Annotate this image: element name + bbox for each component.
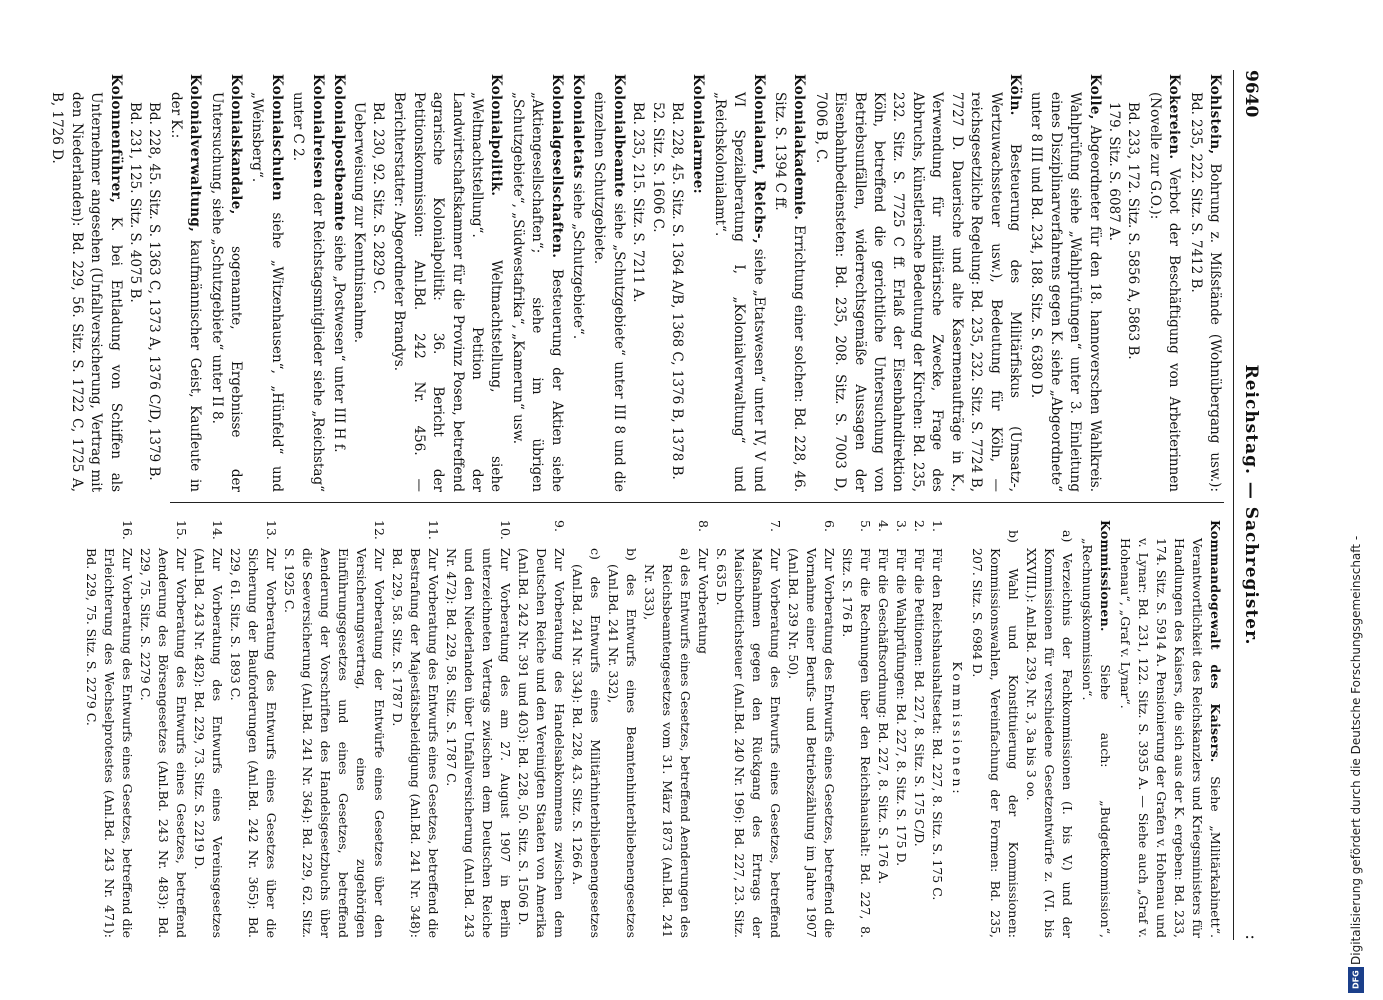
section-heading: Kommissionen: bbox=[950, 661, 965, 797]
item-text: Für die Geschäftsordnung: Bd. 227, 8. Sitz. S. 176 A. bbox=[876, 548, 891, 885]
entry-text: siehe „Postwesen“ unter III H f. bbox=[331, 235, 348, 453]
entry-text: sogenannte, Ergebnisse der Untersuchung, siehe „Schutzgebiete“ unter II 8. bbox=[208, 92, 245, 492]
commission-item bbox=[838, 520, 874, 938]
subitem-mark: c) bbox=[588, 548, 603, 560]
commission-item bbox=[910, 520, 928, 938]
index-entry bbox=[688, 74, 707, 492]
commission-subitem bbox=[640, 520, 694, 938]
item-text: Zur Vorberatung des Handelsabkommens zwischen dem Deutschen Reiche und den Vereinigten Staaten von Amerika (Anl.Bd. 242 Nr. 391 und 403): Bd. 228, 50. Sitz. S. 1506 D. bbox=[516, 548, 567, 938]
entry-text: siehe „Schutzgebiete“ unter III 8 und die einzelnen Schutzgebiete. bbox=[591, 92, 627, 492]
item-text: Zur Vorberatung bbox=[696, 548, 711, 655]
entry-text: Verbot der Beschäftigung von Arbeiterinnen (Novelle zur G.O.): bbox=[1146, 92, 1183, 493]
item-text: Zur Vorberatung des Entwurfs eines Gesetzes, betreffend die Bestrafung der Majestätsbeleidigung (Anl.Bd. 241 Nr. 348): Bd. 229, 58. Sitz. S. 1787 D. bbox=[390, 548, 441, 938]
item-number: 15. bbox=[174, 520, 189, 540]
entry-reference: Bd. 230, 92. Sitz. S. 2829 C. bbox=[369, 102, 386, 295]
item-number: 3. bbox=[894, 520, 909, 532]
commission-subsection bbox=[1022, 520, 1076, 938]
subsection-text: Verzeichnis der Fachkommissionen (I. bis V.) und der Kommissionen für verschiedene Gesetzentwürfe z. (VI. bis XXVIII.): Anl.Bd. 239, Nr. 3, 3a bis 3 oo. bbox=[1024, 548, 1075, 938]
right-column bbox=[82, 520, 1224, 938]
column-divider bbox=[170, 502, 1224, 503]
subitem-text: des Entwurfs eines Beamtenhinterbliebenengesetzes (Anl.Bd. 241 Nr. 332), bbox=[606, 564, 639, 938]
item-text: Zur Vorberatung des Entwurfs eines Gesetzes, betreffend die Erleichterung des Wechselprotestes (Anl.Bd. 243 Nr. 471): Bd. 229, 75. Sitz. S. 2279 C. bbox=[84, 548, 135, 938]
commission-item bbox=[892, 520, 910, 938]
index-entry bbox=[568, 74, 587, 492]
subsection-text: Wahl und Konstituierung der Kommissionen: Kommissionswahlen, Vereinfachung der Formen: Bd. 235, 207. Sitz. S. 6984 D. bbox=[970, 548, 1021, 938]
entry-keyword: Kolonnenführer, bbox=[107, 74, 124, 204]
index-entry bbox=[1144, 74, 1183, 492]
entry-text: Siehe „Militärkabinett“. Verantwortlichkeit des Reichskanzlers und Kriegsministers für Handlungen des Kaisers, die sich aus der K. ergeben: Bd. 233, 174. Sitz. S. 5914 A. Pensionierung der Grafen v. Hohenau und v. Lynar: Bd. 231, 122. Sitz. S. 3935 A. — Siehe auch „Graf v. Hohenau“, „Graf v. Lynar“. bbox=[1118, 538, 1223, 938]
entry-reference: Bd. 228, 45. Sitz. S. 1363 C, 1373 A, 1376 C/D, 1379 B. bbox=[146, 102, 163, 481]
index-entry bbox=[770, 74, 809, 492]
item-text: Zur Vorberatung des Entwurfs eines Gesetzes, betreffend die Vornahme einer Berufs- und Betriebszählung im Jahre 1907 (Anl.Bd. 239 Nr. 50). bbox=[786, 548, 837, 938]
index-entry bbox=[507, 74, 565, 492]
commission-subsection bbox=[968, 520, 1022, 938]
subsection-mark: b) bbox=[1006, 530, 1021, 543]
entry-reference: Bd. 228, 45. Sitz. S. 1364 A/B, 1368 C, 1376 B, 1378 B. bbox=[669, 102, 686, 480]
page-number: 9640 bbox=[1241, 70, 1261, 118]
index-entry bbox=[288, 74, 327, 492]
commission-subitem bbox=[604, 520, 640, 938]
item-text: Für die Rechnungen über den Reichshaushalt: Bd. 227, 8. Sitz. S. 176 B. bbox=[840, 548, 873, 938]
item-text: Zur Vorberatung des Entwurfs eines Vereinsgesetzes (Anl.Bd. 243 Nr. 482): Bd. 229, 73. Sitz. S. 2219 D. bbox=[192, 548, 225, 938]
index-entry bbox=[1026, 74, 1104, 492]
dfg-logo: DFG bbox=[1348, 967, 1364, 993]
entry-keyword: Kolonialarmee: bbox=[690, 74, 707, 194]
commission-item bbox=[190, 520, 226, 938]
entry-text: Weltmachtstellung, siehe „Weltmachtstellung“. Petition der Landwirtschaftskammer für die Provinz Posen, betreffend agrarische Kolonialpolitik: 36. Bericht der Petitionskommission: Anl.Bd. 242 Nr. 456. — Berichterstatter: Abgeordneter Brandys. bbox=[391, 92, 505, 492]
commission-item bbox=[280, 520, 388, 938]
entry-keyword: Kommandogewalt des Kaisers. bbox=[1208, 520, 1223, 763]
entry-text: Bohrung z. Mißstände (Wohnübergang usw.): Bd. 235, 222. Sitz. S. 7412 B. bbox=[1187, 92, 1223, 493]
entry-keyword: Kolonialbeamte bbox=[610, 74, 627, 198]
commission-item bbox=[784, 520, 838, 938]
entry-reference: Bd. 233, 172. Sitz. S. 5856 A, 5863 B. bbox=[1125, 102, 1142, 360]
entry-reference: Bd. 231, 125. Sitz. S. 4075 B. bbox=[127, 102, 144, 303]
item-number: 10. bbox=[498, 520, 513, 540]
entry-reference: Bd. 235, 215. Sitz. S. 7211 A. bbox=[630, 102, 647, 303]
index-entry bbox=[389, 74, 505, 492]
subitem-mark: a) bbox=[678, 548, 693, 561]
commission-item bbox=[694, 520, 712, 938]
item-number: 2. bbox=[912, 520, 927, 532]
item-number: 1. bbox=[930, 520, 945, 532]
index-entry bbox=[1116, 520, 1224, 938]
entry-text: siehe „Etatswesen“ unter IV, V und VI Spezialberatung I, „Kolonialverwaltung“ und „Reichskolonialamt“. bbox=[711, 92, 767, 492]
item-number: 12. bbox=[372, 520, 387, 540]
entry-text: der Reichstagsmitglieder siehe „Reichstag“ unter C 2. bbox=[290, 92, 326, 492]
entry-keyword: Köln. bbox=[1006, 74, 1023, 116]
entry-keyword: Kolonialskandale, bbox=[228, 74, 245, 215]
item-number: 6. bbox=[822, 520, 837, 532]
item-number: 7. bbox=[768, 520, 783, 532]
header-rule bbox=[1233, 70, 1234, 940]
entry-keyword: Kokereien. bbox=[1166, 74, 1183, 160]
entry-keyword: Kolonialreisen bbox=[309, 74, 326, 189]
item-number: 4. bbox=[876, 520, 891, 532]
subitem-text: des Entwurfs eines Militärhinterbliebenengesetzes (Anl.Bd. 241 Nr. 334): Bd. 228, 43. Sitz. S. 1266 A. bbox=[570, 564, 603, 938]
commission-item bbox=[388, 520, 442, 938]
item-number: 16. bbox=[120, 520, 135, 540]
subitem-text: des Entwurfs eines Gesetzes, betreffend Aenderungen des Reichsbeamtengesetzes vom 31. März 1873 (Anl.Bd. 241 Nr. 333), bbox=[642, 564, 693, 938]
entry-keyword: Kolonialverwaltung, bbox=[187, 74, 204, 233]
entry-keyword: Kolle, bbox=[1086, 74, 1103, 120]
item-number: 11. bbox=[426, 520, 441, 540]
entry-reference: Ueberweisung zur Kenntnisnahme. bbox=[350, 102, 367, 344]
commission-item bbox=[226, 520, 280, 938]
credit-text: Digitalisierung gefördert durch die Deutsche Forschungsgemeinschaft - bbox=[1349, 535, 1363, 965]
left-column bbox=[45, 74, 1224, 492]
commission-item bbox=[514, 520, 568, 938]
index-entry bbox=[247, 74, 286, 492]
entry-keyword: Kolonialpostbeamte bbox=[331, 74, 348, 231]
entry-text: siehe „Schutzgebiete“. bbox=[570, 183, 586, 340]
item-number: 14. bbox=[210, 520, 225, 540]
entry-keyword: Kolonialakademie. bbox=[791, 74, 808, 221]
item-text: Zur Vorberatung des Entwurfs eines Gesetzes, betreffend Aenderung des Börsengesetzes (Anl.Bd. 243 Nr. 483): Bd. 229, 75. Sitz. S. 2279 C. bbox=[138, 548, 189, 938]
index-entry bbox=[329, 74, 348, 492]
entry-text: K. bei Entladung von Schiffen als Unternehmer angesehen (Unfallversicherung, Vertrag mit den Niederlanden): Bd. 229, 56. Sitz. S. 1722 C, 1725 A, B, 1726 D. bbox=[49, 92, 124, 492]
item-number: 8. bbox=[696, 520, 711, 532]
running-title: Reichstag. — Sachregister. bbox=[1241, 364, 1261, 646]
entry-text: kaufmännischer Geist, Kaufleute in der K.: bbox=[167, 92, 204, 492]
digitization-credit bbox=[1345, 535, 1381, 995]
entry-text: Abgeordneter für den 18. hannoverschen Wahlkreis. Wahlprüfung siehe „Wahlprüfungen“ unter 3. Einleitung eines Disziplinarverfahrens gegen K. siehe „Abgeordnete“ unter 8 III und Bd. 234, 188. Sitz. S. 6380 D. bbox=[1028, 92, 1103, 493]
item-text: Für die Wahlprüfungen: Bd. 227, 8. Sitz. S. 175 D. bbox=[894, 548, 909, 867]
item-number: 9. bbox=[552, 520, 567, 532]
entry-reference: 179. Sitz. S. 6087 A. bbox=[1105, 102, 1122, 242]
index-entry bbox=[1185, 74, 1224, 492]
entry-text: Siehe auch: „Budgetkommission“, „Rechnungskommission“. bbox=[1080, 538, 1113, 938]
commission-subitem bbox=[568, 520, 604, 938]
index-entry bbox=[810, 74, 1023, 492]
entry-keyword: Kolonialetats bbox=[570, 74, 586, 179]
item-text: Für die Petitionen: Bd. 227, 8. Sitz. S. 175 C/D. bbox=[912, 548, 927, 847]
item-text: Für den Reichshaushaltsetat: Bd. 227, 8. Sitz. S. 175 C. bbox=[930, 548, 945, 901]
entry-keyword: Kommissionen. bbox=[1098, 520, 1113, 632]
item-text: Zur Vorberatung des Entwurfs eines Gesetzes, betreffend Maßnahmen gegen den Rückgang des Ertrags der Maischbottichsteuer (Anl.Bd. 240 Nr. 196): Bd. 227, 23. Sitz. S. 635 D. bbox=[714, 548, 783, 938]
entry-text: Errichtung einer solchen: Bd. 228, 46. Sitz. S. 1394 C ff. bbox=[772, 92, 808, 492]
commission-item bbox=[712, 520, 784, 938]
subsection-mark: a) bbox=[1060, 530, 1075, 543]
commission-item bbox=[136, 520, 190, 938]
entry-keyword: Kohlstein, bbox=[1207, 74, 1223, 155]
entry-text: siehe „Witzenhausen“, „Hünfeld“ und „Weinsberg“. bbox=[249, 92, 285, 492]
index-entry bbox=[165, 74, 204, 492]
subitem-mark: b) bbox=[624, 548, 639, 561]
item-number: 13. bbox=[264, 520, 279, 540]
commission-item bbox=[928, 520, 946, 938]
page-header bbox=[1236, 70, 1262, 940]
entry-keyword: Kolonialgesellschaften. bbox=[548, 74, 565, 259]
item-text: Zur Vorberatung des Entwurfs eines Gesetzes über die Sicherung der Bauforderungen (Anl.Bd. 242 Nr. 365): Bd. 229, 61. Sitz. S. 1893 C. bbox=[228, 548, 279, 938]
header-mark: : bbox=[1241, 934, 1261, 940]
entry-text: Besteuerung des Militärfiskus (Umsatz-, Wertzuwachssteuer usw.), Bedeutung für Köln, — reichsgesetzliche Regelung: Bd. 235, 232. Sitz. S. 7724 B, 7727 D. Dauerische und alte Kasernenaufträge in K., Verwendung für militärische Zwecke, Frage des Abbruchs, künstlerische Bedeutung der Kirchen: Bd. 235, 232. Sitz. S. 7725 C ff. Erlaß der Eisenbahndirektion Köln, betreffend die gerichtliche Untersuchung von Betriebsunfällen, widerrechtsgemäße Aussagen der Eisenbahnbediensteten: Bd. 235, 208. Sitz. S. 7003 D, 7006 B, C. bbox=[812, 92, 1023, 492]
entry-keyword: Kolonialpolitik. bbox=[488, 74, 505, 197]
commission-item bbox=[874, 520, 892, 938]
entry-reference: 52. Sitz. S. 1606 C. bbox=[649, 102, 666, 233]
index-entry bbox=[47, 74, 125, 492]
index-entry bbox=[1078, 520, 1114, 938]
commission-item bbox=[442, 520, 514, 938]
entry-text: Besteuerung der Aktien siehe „Aktiengesellschaften“; siehe im übrigen „Schutzgebiete“, „Südwestafrika“, „Kamerun“ usw. bbox=[509, 92, 565, 493]
item-number: 5. bbox=[858, 520, 873, 532]
index-entry bbox=[589, 74, 628, 492]
item-text: Zur Vorberatung der Entwürfe eines Gesetzes über den Versicherungsvertrag, eines zugehörigen Einführungsgesetzes und eines Gesetzes, betreffend Aenderung der Vorschriften des Handelsgesetzbuchs über die Seeversicherung (Anl.Bd. 241 Nr. 364): Bd. 229, 62. Sitz. S. 1925 C. bbox=[282, 548, 387, 938]
index-entry bbox=[709, 74, 767, 492]
index-entry bbox=[206, 74, 245, 492]
entry-keyword: Kolonialschulen bbox=[268, 74, 285, 201]
item-text: Zur Vorberatung des am 27. August 1907 in Berlin unterzeichneten Vertrags zwischen dem Deutschen Reiche und den Niederlanden über Unfallversicherung (Anl.Bd. 243 Nr. 472): Bd. 229, 58. Sitz. S. 1787 C. bbox=[444, 548, 513, 938]
commission-item bbox=[82, 520, 136, 938]
entry-keyword: Kolonialamt, Reichs-, bbox=[750, 74, 767, 244]
